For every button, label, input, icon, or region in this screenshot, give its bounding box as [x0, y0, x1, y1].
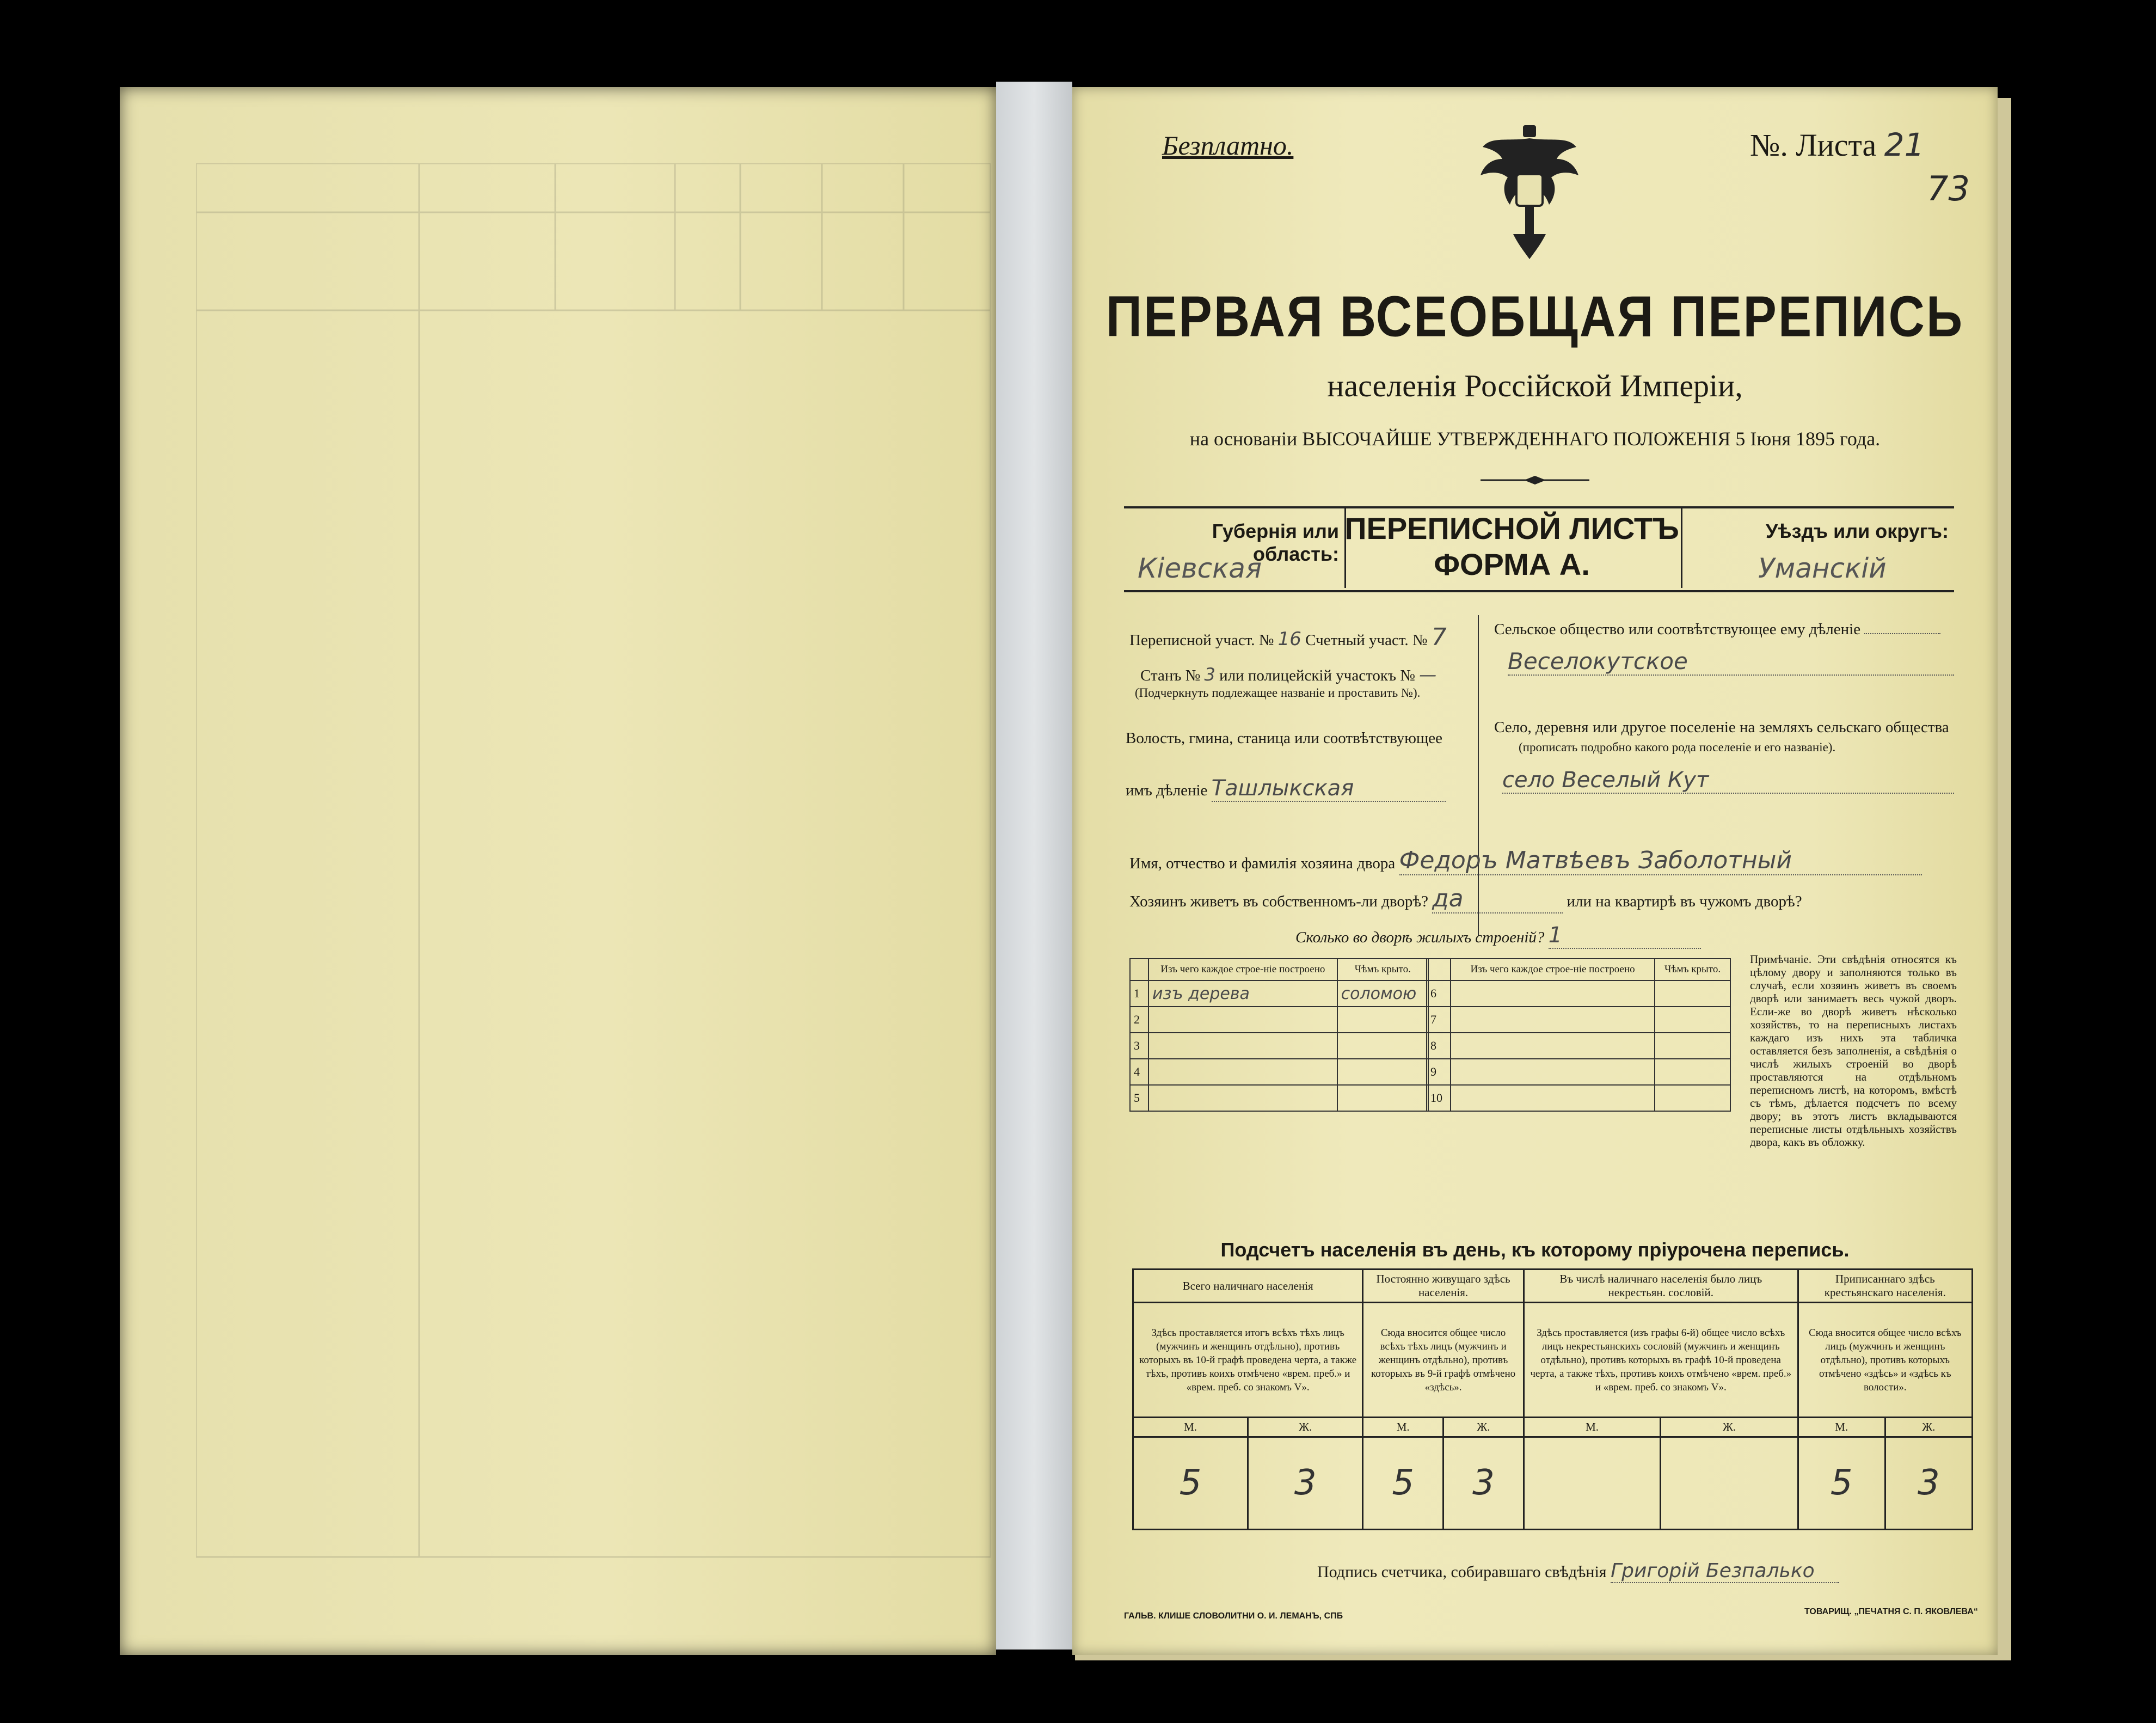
population-count-table [1132, 1268, 1973, 1530]
building-num: 5 [1130, 1085, 1148, 1111]
male-label: М. [1133, 1418, 1248, 1437]
free-label: Безплатно. [1162, 130, 1294, 161]
society-label: Сельское общество или соотвѣтствующее ему дѣленіе [1494, 621, 1861, 638]
society-value: Веселокутское [1508, 648, 1954, 676]
society-dots [1864, 633, 1940, 634]
owner-name-label: Имя, отчество и фамилія хозяина двора [1129, 855, 1396, 872]
building-num: 1 [1130, 980, 1148, 1007]
building-roof [1337, 1033, 1428, 1059]
census-district-row [1129, 623, 1447, 651]
count-desc: Здѣсь проставляется (изъ графы 6-й) общее число всѣхъ лицъ некрестьянскихъ сословій (мужчинъ и женщинъ отдѣльно), противъ которыхъ въ графѣ 10-й проведена черта, а также тѣхъ, противъ коихъ отмѣчено «врем. преб.» и «врем. преб. со знакомъ V». [1524, 1303, 1798, 1418]
left-page [120, 87, 996, 1655]
building-roof [1655, 980, 1730, 1007]
owner-name-value: Федоръ Матвѣевъ Заболотный [1399, 847, 1922, 875]
count-value-row [1133, 1437, 1973, 1530]
owner-own-value: да [1432, 885, 1563, 913]
counting-district-label: Счетный участ. № [1305, 631, 1428, 649]
building-row [1427, 1033, 1730, 1059]
uezd-label: Уѣздъ или округъ: [1765, 520, 1949, 542]
sheet-label: №. Листа [1750, 127, 1877, 163]
sheet-number [1750, 126, 1925, 163]
building-roof [1655, 1007, 1730, 1033]
document-title: ПЕРВАЯ ВСЕОБЩАЯ ПЕРЕПИСЬ [1105, 285, 1964, 349]
building-row [1427, 1007, 1730, 1033]
village-note: (прописать подробно какого рода поселеніе и его названіе). [1519, 740, 1836, 754]
male-count [1524, 1437, 1661, 1530]
gubernia-label: Губернія или область: [1212, 520, 1339, 565]
building-roof: соломою [1337, 980, 1428, 1007]
building-num: 4 [1130, 1059, 1148, 1085]
building-row [1130, 1085, 1428, 1111]
building-num: 3 [1130, 1033, 1148, 1059]
buildings-table-left [1129, 958, 1429, 1112]
male-label: М. [1524, 1418, 1661, 1437]
census-district-value: 16 [1277, 628, 1301, 650]
building-roof [1655, 1059, 1730, 1085]
building-material [1148, 1059, 1337, 1085]
society-row [1494, 621, 1940, 639]
archive-sheet-number: 73 [1927, 169, 1970, 209]
village-label: Село, деревня или другое поселеніе на земляхъ сельскаго общества [1494, 719, 1949, 736]
volost-label: Волость, гмина, станица или соотвѣтствующее [1126, 729, 1443, 747]
building-row [1130, 980, 1428, 1007]
census-form-page [1072, 87, 1998, 1655]
building-row [1130, 1033, 1428, 1059]
stan-value: 3 [1204, 664, 1215, 685]
male-label: М. [1798, 1418, 1885, 1437]
buildings-value: 1 [1549, 923, 1701, 949]
count-desc: Сюда вносится общее число всѣхъ тѣхъ лицъ (мужчинъ и женщинъ отдѣльно), противъ которыхъ въ 9-й графѣ отмѣчено «здѣсь». [1363, 1303, 1524, 1418]
building-roof [1337, 1085, 1428, 1111]
building-num: 6 [1427, 980, 1451, 1007]
building-row [1427, 1059, 1730, 1085]
buildings-table-right [1426, 958, 1731, 1112]
signature-row [1317, 1560, 1839, 1583]
count-head: Приписаннаго здѣсь крестьянскаго населенія. [1798, 1270, 1972, 1303]
female-label: Ж. [1444, 1418, 1524, 1437]
count-desc-row [1133, 1303, 1973, 1418]
gubernia-value: Кіевская [1138, 553, 1262, 584]
volost-value: Ташлыкская [1212, 776, 1446, 802]
building-material: изъ дерева [1148, 980, 1337, 1007]
building-row [1130, 1059, 1428, 1085]
building-roof [1655, 1033, 1730, 1059]
counting-district-value: 7 [1431, 623, 1447, 651]
building-roof [1655, 1085, 1730, 1111]
society-value-row [1508, 648, 1954, 676]
building-material [1148, 1033, 1337, 1059]
owner-own-label: Хозяинъ живетъ въ собственномъ-ли дворѣ? [1129, 893, 1428, 910]
document-subtitle: населенія Россійской Имперіи, [1327, 368, 1743, 403]
female-label: Ж. [1885, 1418, 1972, 1437]
building-roof [1337, 1059, 1428, 1085]
count-desc: Здѣсь проставляется итогъ всѣхъ тѣхъ лицъ (мужчинъ и женщинъ отдѣльно), противъ которыхъ въ 10-й графѣ проведена черта, а также тѣхъ, противъ коихъ отмѣчено «врем. преб.» и «врем. преб. со знакомъ V». [1133, 1303, 1363, 1418]
male-count: 5 [1363, 1437, 1444, 1530]
buildings-num-header [1130, 959, 1148, 980]
building-material [1451, 1059, 1655, 1085]
stan-row [1140, 664, 1436, 685]
double-headed-eagle-emblem [1475, 125, 1584, 261]
buildings-note: Примѣчаніе. Эти свѣдѣнія относятся къ цѣлому двору и заполняются только въ случаѣ, если хозяинъ живетъ въ своемъ дворѣ или занимаетъ весь чужой дворъ. Если-же во дворѣ живетъ нѣсколько хозяйствъ, то на переписныхъ листахъ каждаго изъ нихъ эта табличка оставляется безъ заполненія, а свѣдѣнія о числѣ жилыхъ строеній во дворѣ проставляются на отдѣльномъ переписномъ листѣ, на которомъ, вмѣстѣ съ тѣмъ, дѣлается подсчетъ по всему двору; въ этотъ листъ вкладываются переписные листы отдѣльныхъ хозяйствъ двора, какъ въ обложку. [1750, 953, 1957, 1149]
ornament-divider [1481, 475, 1589, 486]
stan-note: (Подчеркнуть подлежащее названіе и проставить №). [1135, 686, 1421, 700]
building-material [1148, 1085, 1337, 1111]
printer-imprint-right: ТОВАРИЩ. „ПЕЧАТНЯ С. П. ЯКОВЛЕВА“ [1804, 1607, 1978, 1616]
buildings-label: Сколько во дворѣ жилыхъ строеній? [1295, 929, 1545, 946]
male-label: М. [1363, 1418, 1444, 1437]
owner-own-row [1129, 885, 1802, 913]
binding-spine [996, 82, 1072, 1650]
building-num: 10 [1427, 1085, 1451, 1111]
building-num: 2 [1130, 1007, 1148, 1033]
building-material [1148, 1007, 1337, 1033]
building-material [1451, 1033, 1655, 1059]
buildings-num-header [1427, 959, 1451, 980]
female-count: 3 [1248, 1437, 1363, 1530]
count-head: Постоянно живущаго здѣсь населенія. [1363, 1270, 1524, 1303]
form-title [1344, 511, 1679, 582]
male-count: 5 [1133, 1437, 1248, 1530]
count-head: Всего наличнаго населенія [1133, 1270, 1363, 1303]
building-row [1427, 980, 1730, 1007]
building-row [1130, 1007, 1428, 1033]
buildings-material-header: Изъ чего каждое строе-ніе построено [1451, 959, 1655, 980]
female-count [1661, 1437, 1798, 1530]
building-material [1451, 1085, 1655, 1111]
female-count: 3 [1444, 1437, 1524, 1530]
building-num: 8 [1427, 1033, 1451, 1059]
female-count: 3 [1885, 1437, 1972, 1530]
uezd-value: Уманскій [1758, 553, 1887, 584]
bleed-through-table [196, 163, 991, 1579]
police-value: — [1419, 664, 1437, 685]
count-head: Въ числѣ наличнаго населенія было лицъ некрестьян. сословій. [1524, 1270, 1798, 1303]
form-title-line1: ПЕРЕПИСНОЙ ЛИСТЪ [1344, 511, 1679, 545]
census-district-label: Переписной участ. № [1129, 631, 1274, 649]
count-title: Подсчетъ населенія въ день, къ которому пріурочена перепись. [1220, 1238, 1850, 1261]
sheet-number-value: 21 [1884, 126, 1925, 163]
signature-label: Подпись счетчика, собиравшаго свѣдѣнія [1317, 1563, 1607, 1581]
count-desc: Сюда вносится общее число всѣхъ лицъ (мужчинъ и женщинъ отдѣльно), противъ которыхъ отмѣчено «здѣсь» и «здѣсь къ волости». [1798, 1303, 1972, 1418]
count-head-row [1133, 1270, 1973, 1303]
building-row [1427, 1085, 1730, 1111]
owner-name-row [1129, 847, 1922, 875]
buildings-material-header: Изъ чего каждое строе-ніе построено [1148, 959, 1337, 980]
building-material [1451, 980, 1655, 1007]
village-value: село Веселый Кут [1502, 768, 1954, 794]
signature-value: Григорій Безпалько [1611, 1560, 1839, 1583]
volost-label-2: имъ дѣленіе [1126, 782, 1208, 799]
building-roof [1337, 1007, 1428, 1033]
buildings-row [1295, 923, 1701, 949]
female-label: Ж. [1661, 1418, 1798, 1437]
count-sex-row [1133, 1418, 1973, 1437]
legal-basis: на основаніи ВЫСОЧАЙШЕ УТВЕРЖДЕННАГО ПОЛОЖЕНІЯ 5 Іюня 1895 года. [1189, 428, 1881, 450]
volost-row [1126, 776, 1446, 802]
owner-rent-label: или на квартирѣ въ чужомъ дворѣ? [1567, 893, 1802, 910]
male-count: 5 [1798, 1437, 1885, 1530]
building-material [1451, 1007, 1655, 1033]
village-value-row [1502, 768, 1954, 794]
form-title-line2: ФОРМА А. [1434, 547, 1590, 581]
female-label: Ж. [1248, 1418, 1363, 1437]
stan-label: Станъ № [1140, 667, 1201, 684]
police-label: или полицейскій участокъ № [1219, 667, 1415, 684]
buildings-roof-header: Чѣмъ крыто. [1337, 959, 1428, 980]
building-num: 7 [1427, 1007, 1451, 1033]
printer-imprint-left: ГАЛЬВ. КЛИШЕ СЛОВОЛИТНИ О. И. ЛЕМАНЪ, СПБ [1124, 1611, 1343, 1621]
buildings-roof-header: Чѣмъ крыто. [1655, 959, 1730, 980]
building-num: 9 [1427, 1059, 1451, 1085]
